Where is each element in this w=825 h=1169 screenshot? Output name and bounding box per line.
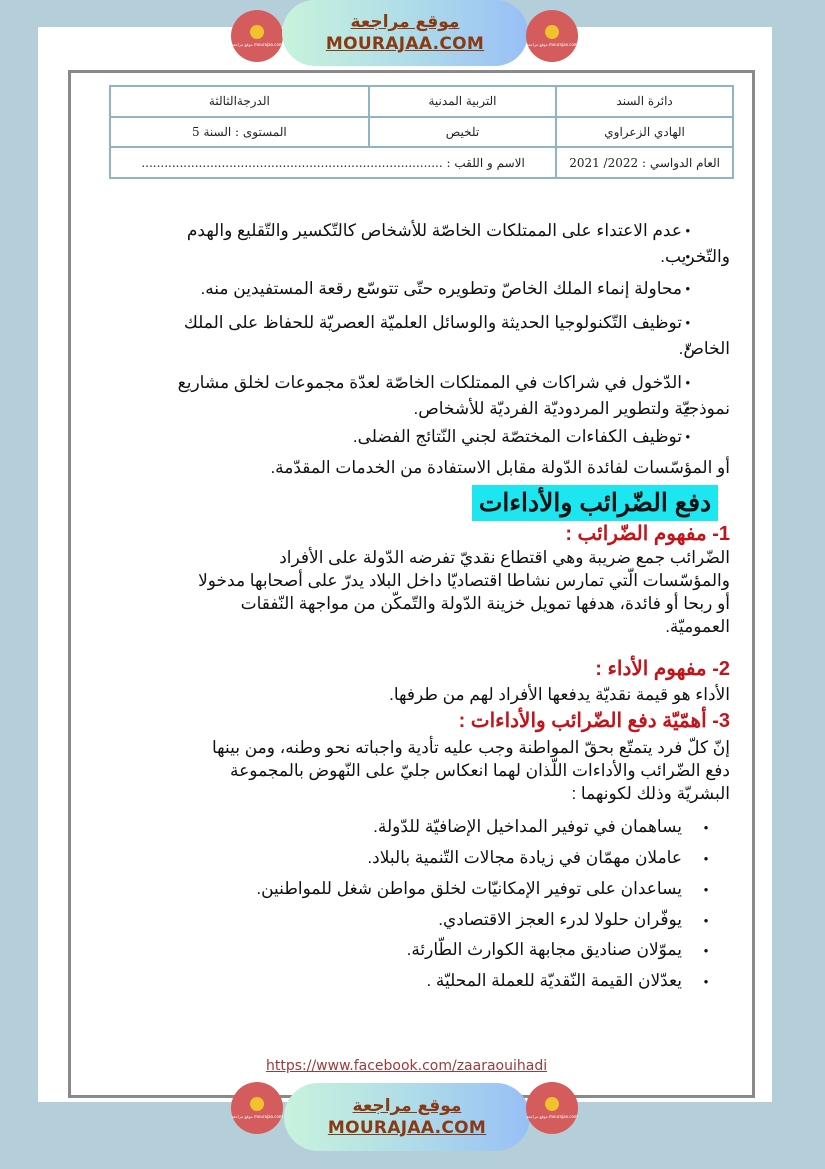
logo-badge-left-top[interactable] — [231, 10, 283, 62]
badge-text: موقع مراجعة mourajaa.com — [526, 42, 578, 47]
logo-badge-left-bottom[interactable] — [231, 1082, 283, 1134]
table-cell: العام الدواسي : 2022/ 2021 — [556, 147, 733, 178]
continuation-line: أو المؤسّسات لفائدة الدّولة مقابل الاستفادة من الخدمات المقدّمة. — [270, 458, 730, 477]
bullet-icon: • — [703, 974, 709, 989]
text-line: دفع الضّرائب والأداءات اللّذان لهما انعكاس جليّ على النّهوض بالمجموعة — [230, 761, 730, 780]
bullet-icon: • — [703, 820, 709, 835]
badge-text: موقع مراجعة mourajaa.com — [526, 1114, 578, 1119]
bullet-icon: • — [703, 882, 709, 897]
section-2-text — [389, 683, 730, 706]
section-heading-2: 2- مفهوم الأداء : — [595, 658, 730, 680]
badge-text: موقع مراجعة mourajaa.com — [231, 1114, 283, 1119]
book-icon — [250, 25, 264, 39]
section-title: دفع الضّرائب والأداءات — [472, 485, 718, 521]
list-item: • توظيف الكفاءات المختصّة لجني النّتائج الفضلى. — [130, 424, 730, 450]
list-item-continuation: • والتّخريب. — [130, 244, 730, 270]
list-item: • الدّخول في شراكات في الممتلكات الخاصّة لعدّة مجموعات لخلق مشاريع — [130, 370, 730, 396]
list-item: •يساهمان في توفير المداخيل الإضافيّة للدّولة. — [373, 817, 730, 837]
banner-arabic-title: موقع مراجعة — [350, 12, 460, 32]
list-item-continuation: • نموذجيّة ولتطوير المردوديّة الفرديّة للأشخاص. — [130, 396, 730, 422]
site-banner-top[interactable] — [282, 0, 528, 66]
text-line: الضّرائب جمع ضريبة وهي اقتطاع نقديّ تفرضه الدّولة على الأفراد — [279, 548, 730, 567]
table-cell: دائرة السند — [556, 86, 733, 117]
list-item-continuation: • الخاصّ. — [130, 336, 730, 362]
banner-english-title: MOURAJAA.COM — [327, 1118, 487, 1138]
text-line: أو ربحا أو فائدة، هدفها تمويل خزينة الدّولة والتّمكّن من مواجهة النّفقات — [240, 594, 730, 613]
logo-badge-right-bottom[interactable] — [526, 1082, 578, 1134]
header-info-table — [109, 85, 734, 179]
section-1-text — [198, 546, 730, 638]
table-row — [110, 147, 733, 178]
text-line: إنّ كلّ فرد يتمتّع بحقّ المواطنة وجب عليه تأدية واجباته نحو وطنه، ومن بينها — [212, 738, 730, 757]
intro-bullet-list — [130, 218, 730, 450]
site-banner-bottom[interactable] — [284, 1083, 530, 1151]
list-item: •عاملان مهمّان في زيادة مجالات التّنمية بالبلاد. — [367, 848, 730, 868]
book-icon — [545, 25, 559, 39]
table-row — [110, 86, 733, 117]
section-heading-3: 3- أهمّيّة دفع الضّرائب والأداءات : — [458, 710, 730, 732]
student-name-field: الاسم و اللقب : ............................................................................... — [110, 147, 556, 178]
list-item: •يساعدان على توفير الإمكانيّات لخلق مواطن شغل للمواطنين. — [256, 879, 730, 899]
table-cell: الدرجةالثالثة — [110, 86, 369, 117]
table-cell: الهادي الزعراوي — [556, 117, 733, 148]
table-cell: المستوى : السنة 5 — [110, 117, 369, 148]
banner-english-title: MOURAJAA.COM — [325, 34, 485, 54]
section-heading-1: 1- مفهوم الضّرائب : — [565, 523, 730, 545]
list-item: •يموّلان صناديق مجابهة الكوارث الطّارئة. — [407, 940, 730, 960]
text-line: البشريّة وذلك لكونهما : — [571, 784, 730, 803]
list-item: • عدم الاعتداء على الممتلكات الخاصّة للأشخاص كالتّكسير والتّقليع والهدم — [130, 218, 730, 244]
list-item: • توظيف التّكنولوجيا الحديثة والوسائل العلميّة العصريّة للحفاظ على الملك — [130, 310, 730, 336]
book-icon — [545, 1097, 559, 1111]
section-3-text — [212, 736, 730, 805]
table-cell: التربية المدنية — [369, 86, 556, 117]
table-cell: تلخيص — [369, 117, 556, 148]
facebook-link[interactable]: https://www.facebook.com/zaaraouihadi — [266, 1058, 548, 1074]
logo-badge-right-top[interactable] — [526, 10, 578, 62]
bullet-icon: • — [703, 913, 709, 928]
list-item: • محاولة إنماء الملك الخاصّ وتطويره حتّى تتوسّع رقعة المستفيدين منه. — [130, 276, 730, 302]
badge-text: موقع مراجعة mourajaa.com — [231, 42, 283, 47]
table-row — [110, 117, 733, 148]
book-icon — [250, 1097, 264, 1111]
bullet-icon: • — [703, 943, 709, 958]
list-item: •يوفّران حلولا لدرء العجز الاقتصادي. — [438, 910, 730, 930]
banner-arabic-title: موقع مراجعة — [352, 1096, 462, 1116]
text-line: الأداء هو قيمة نقديّة يدفعها الأفراد لهم من طرفها. — [389, 685, 730, 704]
list-item: •يعدّلان القيمة النّقديّة للعملة المحليّة . — [426, 971, 730, 991]
text-line: العموميّة. — [665, 617, 730, 636]
text-line: والمؤسّسات الّتي تمارس نشاطا اقتصاديّا داخل البلاد يدرّ على أصحابها مدخولا — [198, 571, 730, 590]
bullet-icon: • — [703, 851, 709, 866]
